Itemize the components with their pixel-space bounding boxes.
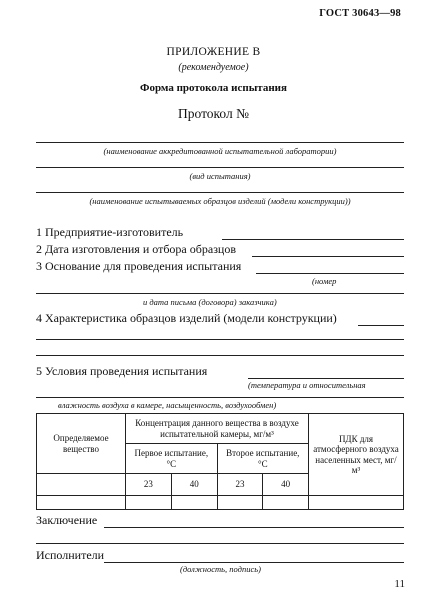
table-cell — [37, 496, 126, 510]
conditions-line-2 — [36, 397, 404, 398]
col-second-test: Второе испытание, °С — [217, 444, 308, 474]
form-title: Форма протокола испытания — [140, 82, 287, 94]
temp-cell: 40 — [171, 474, 217, 496]
col-concentration: Концентрация данного вещества в воздухе испытательной камеры, мг/м³ — [126, 414, 309, 444]
test-type-line — [36, 167, 404, 168]
lab-line — [36, 142, 404, 143]
temp-cell: 23 — [217, 474, 263, 496]
col-pdk: ПДК для атмосферного воздуха населенных мест, мг/м³ — [309, 414, 404, 496]
conditions-note-2: влажность воздуха в камере, насыщенность, воздухообмен) — [58, 400, 277, 410]
col-first-test: Первое испытание, °С — [126, 444, 218, 474]
field-manufacturer: 1 Предприятие-изготовитель — [36, 225, 184, 239]
col-substance: Определяемое вещество — [37, 414, 126, 474]
appendix-title: ПРИЛОЖЕНИЕ В — [166, 46, 261, 58]
basis-note-1: (номер — [312, 276, 337, 286]
characteristics-line-3 — [36, 355, 404, 356]
field-conditions: 5 Условия проведения испытания — [36, 364, 208, 378]
temp-cell: 40 — [263, 474, 309, 496]
conditions-line — [248, 378, 404, 379]
protocol-label: Протокол № — [178, 106, 249, 121]
appendix-status: (рекомендуемое) — [178, 62, 249, 73]
standard-code: ГОСТ 30643—98 — [319, 8, 401, 19]
samples-caption: (наименование испытываемых образцов изделий (модели конструкции)) — [89, 196, 351, 206]
lab-caption: (наименование аккредитованной испытательной лаборатории) — [103, 146, 337, 156]
field-date: 2 Дата изготовления и отбора образцов — [36, 242, 237, 256]
performers-note: (должность, подпись) — [180, 564, 261, 574]
manufacturer-line — [222, 239, 404, 240]
substance-cell — [37, 474, 126, 496]
conclusion-label: Заключение — [36, 513, 98, 527]
field-characteristics: 4 Характеристика образцов изделий (модели конструкции) — [36, 311, 337, 325]
results-table — [36, 413, 404, 510]
table-cell — [309, 496, 404, 510]
table-cell — [171, 496, 217, 510]
field-basis: 3 Основание для проведения испытания — [36, 259, 242, 273]
conclusion-line — [104, 527, 404, 528]
performers-label: Исполнители — [36, 548, 105, 562]
table-cell — [126, 496, 172, 510]
basis-note-2: и дата письма (договора) заказчика) — [143, 297, 277, 307]
basis-line — [256, 273, 404, 274]
table-cell — [263, 496, 309, 510]
temp-cell: 23 — [126, 474, 172, 496]
performers-line — [104, 562, 404, 563]
characteristics-line — [358, 325, 404, 326]
basis-line-2 — [36, 293, 404, 294]
table-cell — [217, 496, 263, 510]
samples-line — [36, 192, 404, 193]
page-number: 11 — [394, 578, 405, 590]
conditions-note-1: (температура и относительная — [248, 380, 366, 390]
characteristics-line-2 — [36, 339, 404, 340]
conclusion-line-2 — [36, 543, 404, 544]
test-type-caption: (вид испытания) — [189, 171, 251, 181]
date-line — [252, 256, 404, 257]
